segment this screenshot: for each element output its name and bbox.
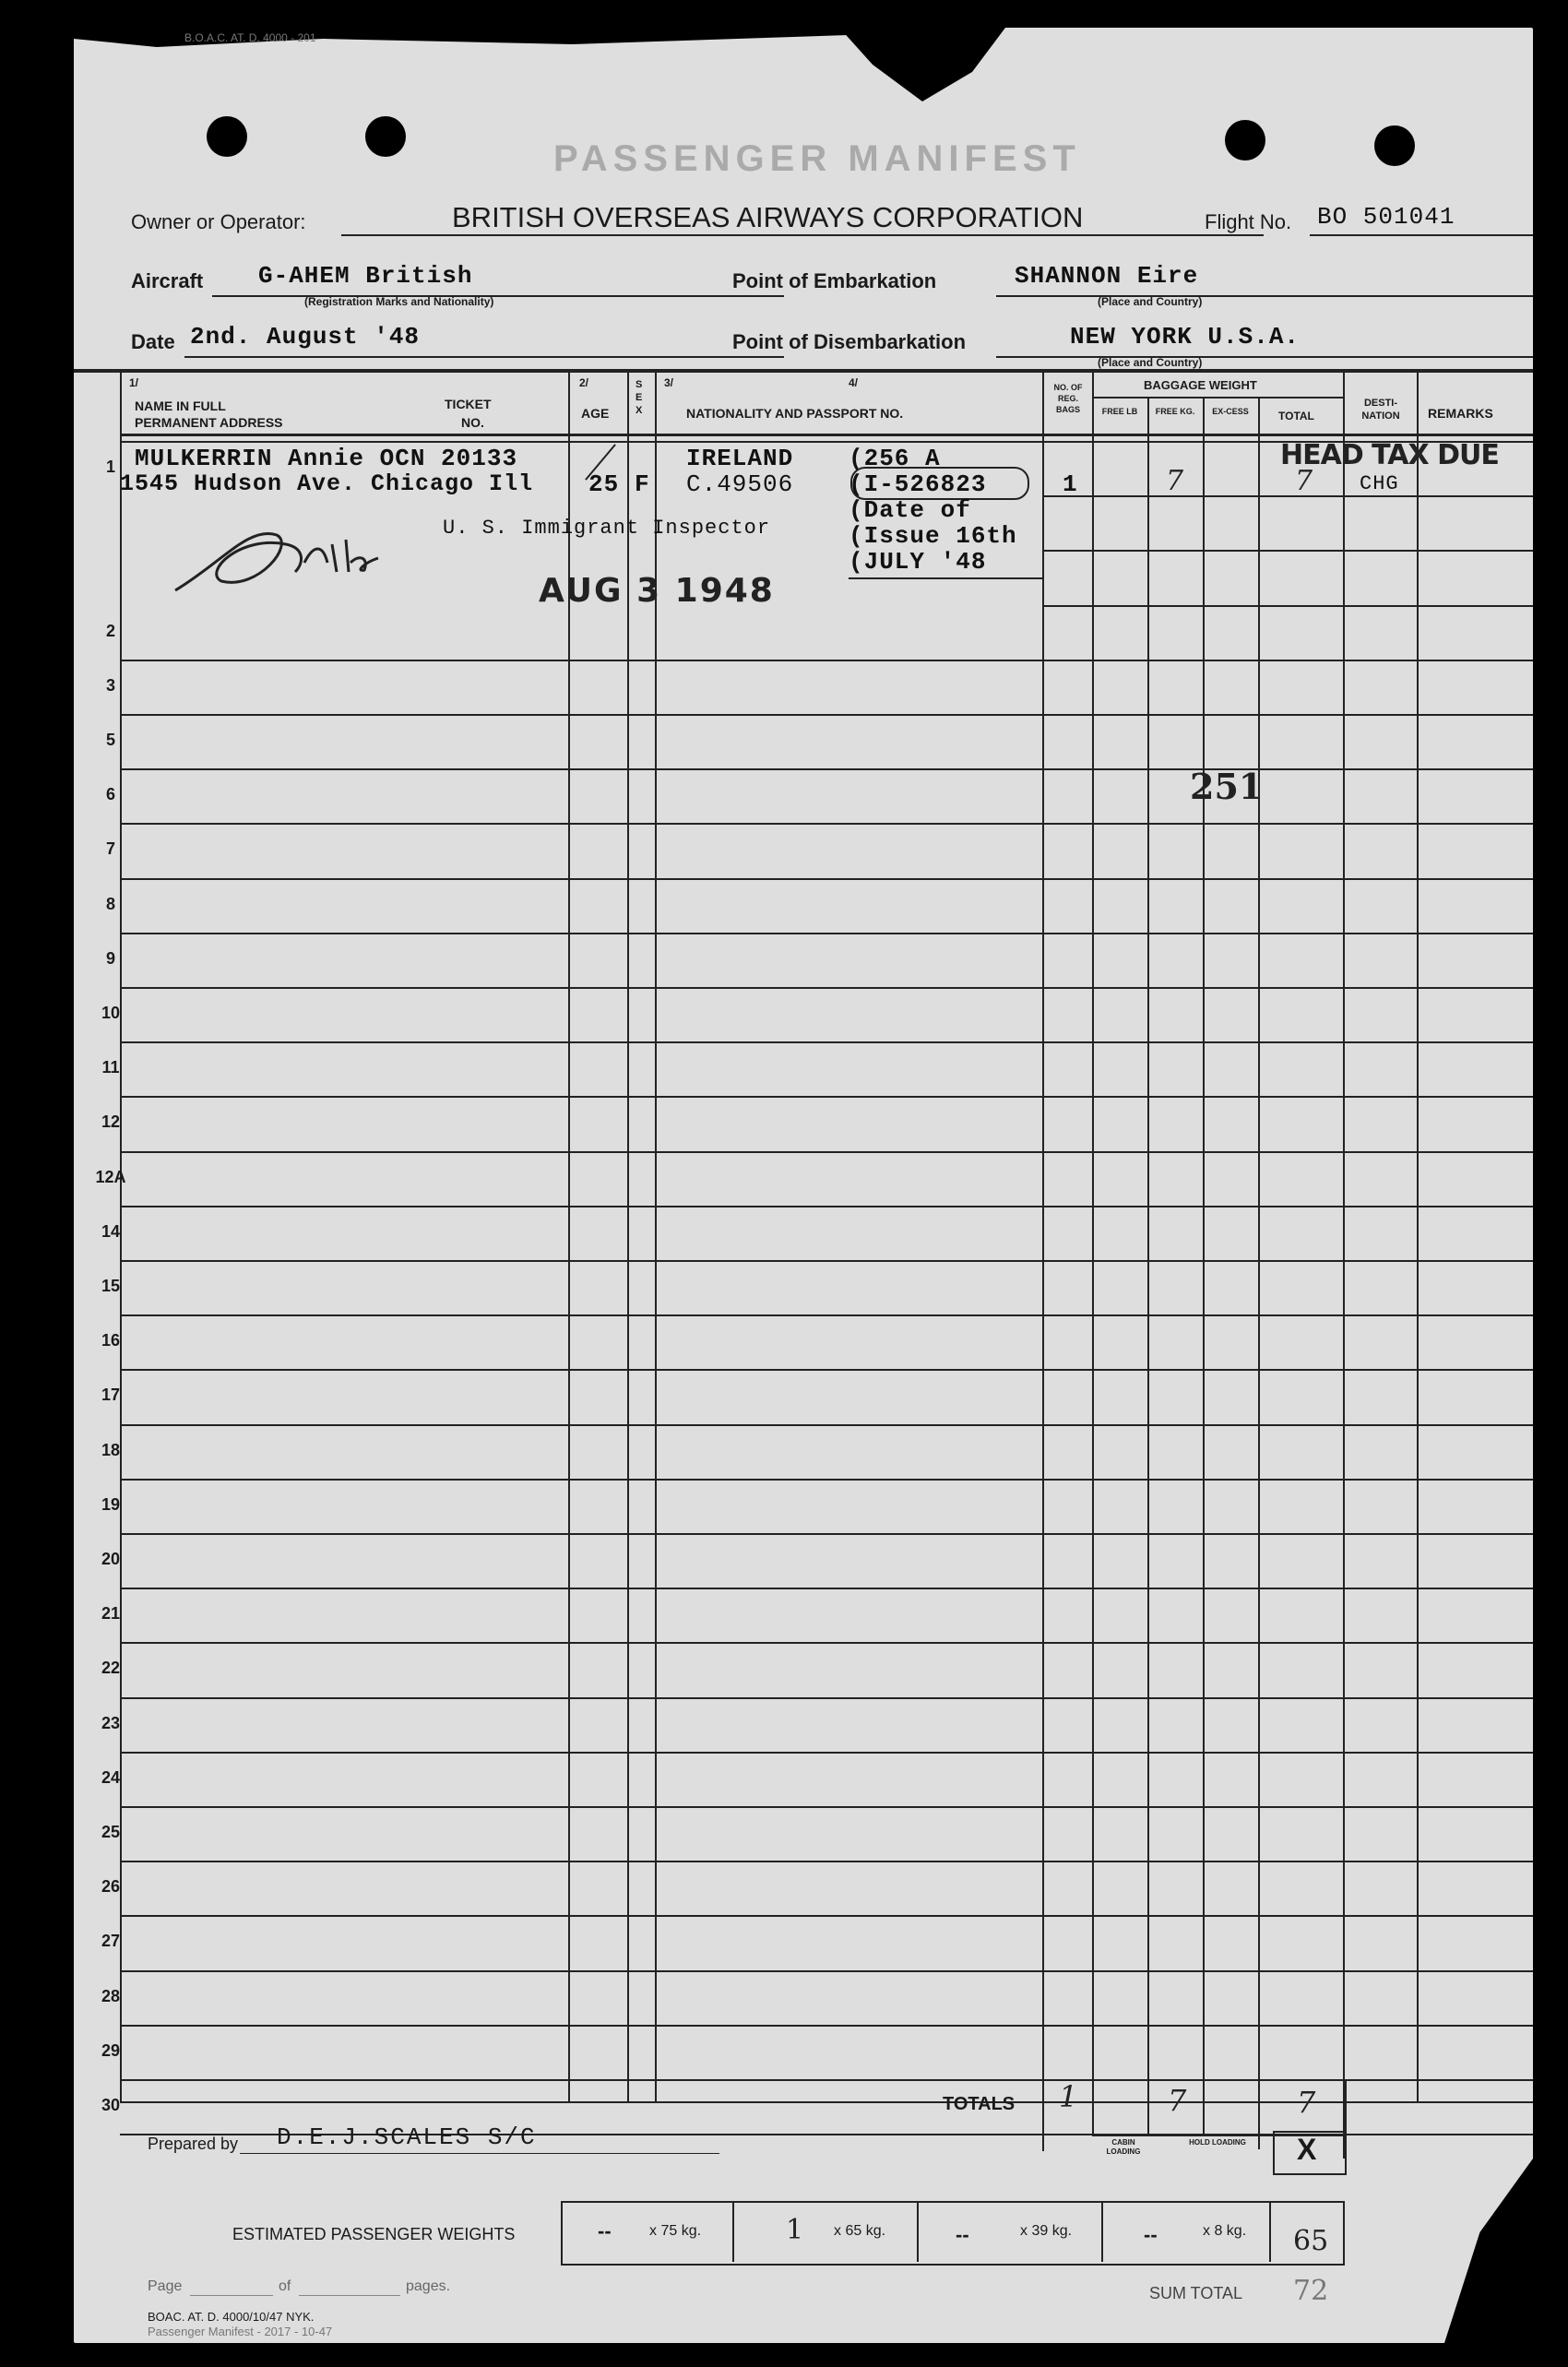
col-sex: SEX <box>636 379 643 416</box>
prepared-value: D.E.J.SCALES S/C <box>277 2123 537 2151</box>
date-label: Date <box>131 330 175 353</box>
passenger-age: 25 <box>588 470 620 498</box>
row-number: 1 <box>105 458 115 476</box>
passenger-bags: 1 <box>1063 470 1078 498</box>
row-line <box>120 2025 1533 2027</box>
row-line <box>120 1861 1533 1862</box>
row-line <box>120 1314 1533 1316</box>
flight-label: Flight No. <box>1205 210 1292 233</box>
sum-value: 72 <box>1293 2275 1329 2307</box>
aircraft-label: Aircraft <box>131 269 204 292</box>
weight-unit-3: x 39 kg. <box>1020 2223 1073 2239</box>
row-number: 30 <box>101 2096 121 2114</box>
passenger-dest: CHG <box>1360 472 1399 495</box>
visa-line-5: (JULY '48 <box>849 548 987 576</box>
row-number: 22 <box>101 1659 121 1677</box>
row-line <box>120 1479 1533 1481</box>
totals-free-kg: 7 <box>1168 2083 1187 2118</box>
row-number: 29 <box>101 2041 121 2060</box>
row-line <box>120 1752 1533 1754</box>
totals-total: 7 <box>1297 2085 1316 2120</box>
owner-value: BRITISH OVERSEAS AIRWAYS CORPORATION <box>452 201 1084 233</box>
row-number: 6 <box>105 785 115 803</box>
passenger-nationality: IRELAND <box>686 445 794 472</box>
embark-value: SHANNON Eire <box>1015 262 1199 290</box>
col-excess: EX-CESS <box>1212 407 1249 416</box>
flight-value: BO 501041 <box>1317 203 1455 231</box>
disembark-sub: (Place and Country) <box>1098 356 1203 369</box>
passenger-sex: F <box>635 470 650 498</box>
col-total: TOTAL <box>1278 410 1314 422</box>
col-nat: NATIONALITY AND PASSPORT NO. <box>686 406 904 421</box>
row-number: 12A <box>95 1168 126 1186</box>
col-remarks: REMARKS <box>1428 406 1493 421</box>
owner-label: Owner or Operator: <box>131 210 306 233</box>
margin-mark: 251 <box>1190 766 1264 807</box>
row-number: 8 <box>105 895 115 913</box>
visa-line-3: (Date of <box>849 496 971 524</box>
row-line <box>120 823 1533 825</box>
row-number: 19 <box>101 1495 121 1514</box>
pages-label: pages. <box>406 2278 451 2294</box>
row-number: 11 <box>101 1058 120 1076</box>
date-value: 2nd. August '48 <box>190 323 421 351</box>
row-line <box>120 1697 1533 1699</box>
row-line <box>120 987 1533 989</box>
row-line <box>120 1970 1533 1972</box>
row-line <box>120 1588 1533 1589</box>
row-line <box>120 768 1533 770</box>
row-number: 18 <box>101 1441 121 1459</box>
col-baggage-group: BAGGAGE WEIGHT <box>1144 378 1257 392</box>
passenger-address: 1545 Hudson Ave. Chicago Ill <box>120 470 534 497</box>
passenger-free-kg: 7 <box>1166 465 1184 497</box>
row-number: 26 <box>101 1877 121 1896</box>
row-line <box>120 1533 1533 1535</box>
corner-note: B.O.A.C. AT. D. 4000 - 201 <box>184 31 316 44</box>
col-free-lb: FREE LB <box>1101 407 1138 416</box>
weight-unit-4: x 8 kg. <box>1203 2223 1247 2239</box>
inspector-title: U. S. Immigrant Inspector <box>443 517 771 540</box>
row-number: 2 <box>105 622 115 640</box>
row-number: 25 <box>101 1823 121 1841</box>
row-line <box>120 714 1533 716</box>
punch-hole <box>365 116 406 157</box>
row-number: 5 <box>105 731 115 749</box>
manifest-sheet <box>74 28 1533 2343</box>
row-line <box>120 933 1533 934</box>
sum-label: SUM TOTAL <box>1149 2284 1243 2302</box>
aircraft-sub: (Registration Marks and Nationality) <box>304 295 494 308</box>
weights-label: ESTIMATED PASSENGER WEIGHTS <box>232 2225 516 2243</box>
form-id-2: Passenger Manifest - 2017 - 10-47 <box>148 2325 333 2338</box>
row-number: 28 <box>101 1987 121 2005</box>
row-line <box>120 1041 1533 1043</box>
weight-result: 65 <box>1293 2225 1329 2257</box>
totals-label: TOTALS <box>943 2094 1016 2114</box>
row-number: 21 <box>101 1604 121 1623</box>
visa-line-2: (I-526823 <box>849 470 987 498</box>
col-free-kg: FREE KG. <box>1155 407 1195 416</box>
weight-unit-1: x 75 kg. <box>649 2223 702 2239</box>
weight-unit-2: x 65 kg. <box>834 2223 886 2239</box>
passenger-passport: C.49506 <box>686 470 794 498</box>
punch-hole <box>207 116 247 157</box>
form-id: BOAC. AT. D. 4000/10/47 NYK. <box>148 2310 315 2324</box>
row-number: 20 <box>101 1550 121 1568</box>
row-line <box>120 1806 1533 1808</box>
aircraft-value: G-AHEM British <box>258 262 473 290</box>
row-line <box>120 1915 1533 1917</box>
embark-label: Point of Embarkation <box>732 269 937 292</box>
col-ticket: TICKET <box>445 397 492 411</box>
row-number: 23 <box>101 1714 121 1732</box>
row-line <box>120 1369 1533 1371</box>
row-line <box>120 1096 1533 1098</box>
weight-count-1: -- <box>598 2219 612 2242</box>
head-tax-remark: HEAD TAX DUE <box>1280 439 1499 471</box>
row-number: 15 <box>101 1277 121 1295</box>
row-line <box>120 1206 1533 1207</box>
embark-sub: (Place and Country) <box>1098 295 1203 308</box>
row-number: 7 <box>105 839 115 858</box>
hold-loading: HOLD LOADING <box>1189 2138 1246 2147</box>
cabin-loading: CABIN LOADING <box>1106 2138 1141 2156</box>
page-label: Page <box>148 2278 183 2294</box>
col-dest: DESTI-NATION <box>1361 398 1400 422</box>
punch-hole <box>1374 125 1415 166</box>
row-line <box>120 1642 1533 1644</box>
passenger-total: 7 <box>1295 465 1313 497</box>
row-line <box>120 878 1533 880</box>
row-number: 14 <box>101 1222 121 1241</box>
visa-line-4: (Issue 16th <box>849 522 1017 550</box>
disembark-label: Point of Disembarkation <box>732 330 967 353</box>
weight-count-4: -- <box>1144 2223 1158 2246</box>
row-line <box>120 1151 1533 1153</box>
col-bags: NO. OF REG. BAGS <box>1053 383 1083 414</box>
row-number: 3 <box>105 676 115 695</box>
totals-bags: 1 <box>1059 2079 1078 2114</box>
col-age: AGE <box>581 406 610 421</box>
row-number: 10 <box>101 1004 121 1022</box>
visa-line-1: (256 A <box>849 445 941 472</box>
col-ticket-no: NO. <box>461 415 484 430</box>
row-number: 24 <box>101 1768 121 1787</box>
visa-circle <box>850 467 1029 500</box>
disembark-value: NEW YORK U.S.A. <box>1070 323 1301 351</box>
weight-count-3: -- <box>956 2223 969 2246</box>
date-stamp: AUG 3 1948 <box>539 572 775 610</box>
prepared-label: Prepared by <box>148 2135 239 2153</box>
of-label: of <box>279 2278 291 2294</box>
row-line <box>1042 605 1533 607</box>
col-nat-num2: 4/ <box>849 376 859 389</box>
torn-notch <box>839 28 1005 101</box>
x-mark: X <box>1297 2133 1317 2166</box>
row-line <box>120 660 1533 661</box>
col-name: NAME IN FULL <box>135 398 226 413</box>
col-address: PERMANENT ADDRESS <box>135 415 283 430</box>
row-number: 27 <box>101 1932 121 1950</box>
row-number: 12 <box>101 1112 121 1131</box>
row-line <box>1042 550 1533 552</box>
punch-hole <box>1225 120 1265 161</box>
col-age-num: 2/ <box>579 376 589 389</box>
row-number: 17 <box>101 1386 121 1404</box>
faded-title: PASSENGER MANIFEST <box>553 138 1081 179</box>
row-line <box>120 1424 1533 1426</box>
row-line <box>1042 495 1533 497</box>
passenger-name: MULKERRIN Annie OCN 20133 <box>135 445 518 472</box>
row-number: 16 <box>101 1331 121 1350</box>
weight-count-2: 1 <box>786 2214 804 2246</box>
col-nat-num: 3/ <box>664 376 674 389</box>
row-line <box>120 1260 1533 1262</box>
row-number: 9 <box>105 949 115 968</box>
col-num: 1/ <box>129 376 139 389</box>
folded-corner <box>1444 2159 1533 2343</box>
